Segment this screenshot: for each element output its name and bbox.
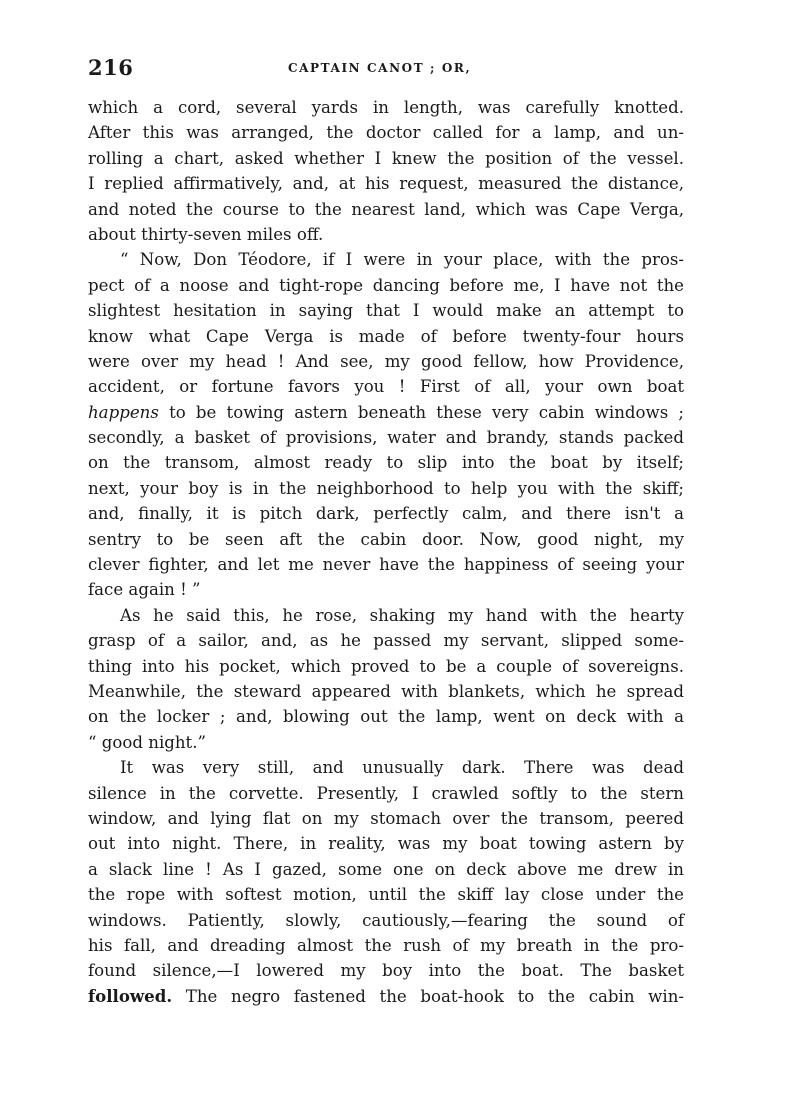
text-line: a slack line ! As I gazed, some one on deck above me drew in — [88, 859, 684, 879]
text-line: grasp of a sailor, and, as he passed my servant, slipped some- — [88, 631, 684, 651]
bold-word: followed. — [88, 985, 173, 1006]
text-line: silence in the corvette. Presently, I crawled softly to the stern — [88, 783, 684, 803]
running-head: CAPTAIN CANOT ; OR, — [288, 61, 472, 75]
text-line: slightest hesitation in saying that I would make an attempt to — [88, 301, 684, 321]
text-line: clever fighter, and let me never have the happiness of seeing your — [88, 555, 684, 575]
text-line-with-italic — [88, 400, 684, 425]
text-line-rest: The negro fastened the boat-hook to the cabin win- — [185, 986, 684, 1006]
text-line: As he said this, he rose, shaking my hand with the hearty — [120, 605, 684, 625]
text-line-with-bold — [88, 984, 684, 1009]
text-line: on the transom, almost ready to slip into the boat by itself; — [88, 453, 684, 473]
italic-word: happens — [88, 402, 159, 422]
text-line: rolling a chart, asked whether I knew the position of the vessel. — [88, 148, 684, 168]
text-line: next, your boy is in the neighborhood to help you with the skiff; — [88, 478, 684, 498]
text-line: sentry to be seen aft the cabin door. Now, good night, my — [88, 529, 684, 549]
text-line: were over my head ! And see, my good fellow, how Providence, — [88, 351, 684, 371]
text-line: It was very still, and unusually dark. There was dead — [120, 758, 684, 778]
text-line: secondly, a basket of provisions, water and brandy, stands packed — [88, 428, 684, 448]
text-line: accident, or fortune favors you ! First of all, your own boat — [88, 377, 684, 397]
text-line: out into night. There, in reality, was my boat towing astern by — [88, 834, 684, 854]
text-line: pect of a noose and tight-rope dancing before me, I have not the — [88, 275, 684, 295]
text-line: Meanwhile, the steward appeared with blankets, which he spread — [88, 681, 684, 701]
text-line: about thirty-seven miles off. — [88, 224, 324, 244]
text-line: found silence,—I lowered my boy into the boat. The basket — [88, 961, 684, 981]
text-line: window, and lying flat on my stomach over the transom, peered — [88, 808, 684, 828]
page-header — [88, 55, 700, 85]
text-line: which a cord, several yards in length, was carefully knotted. — [88, 98, 684, 117]
text-line: “ good night.” — [88, 732, 206, 752]
text-line: thing into his pocket, which proved to be a couple of sovereigns. — [88, 656, 684, 676]
text-line: the rope with softest motion, until the skiff lay close under the — [88, 885, 684, 905]
text-line: and noted the course to the nearest land, which was Cape Verga, — [88, 199, 684, 219]
text-line-rest: to be towing astern beneath these very cabin windows ; — [169, 402, 685, 422]
text-line: and, finally, it is pitch dark, perfectly calm, and there isn't a — [88, 504, 684, 524]
text-line: know what Cape Verga is made of before twenty-four hours — [88, 326, 684, 346]
text-line: windows. Patiently, slowly, cautiously,—fearing the sound of — [88, 910, 684, 930]
text-line: I replied affirmatively, and, at his request, measured the distance, — [88, 174, 684, 194]
text-line: face again ! ” — [88, 580, 201, 600]
text-line: his fall, and dreading almost the rush of my breath in the pro- — [88, 935, 684, 955]
text-line: After this was arranged, the doctor called for a lamp, and un- — [88, 123, 684, 143]
body-text — [88, 95, 684, 1009]
page-number: 216 — [88, 55, 134, 80]
text-line: “ Now, Don Téodore, if I were in your place, with the pros- — [120, 250, 684, 270]
text-line: on the locker ; and, blowing out the lamp, went on deck with a — [88, 707, 684, 727]
